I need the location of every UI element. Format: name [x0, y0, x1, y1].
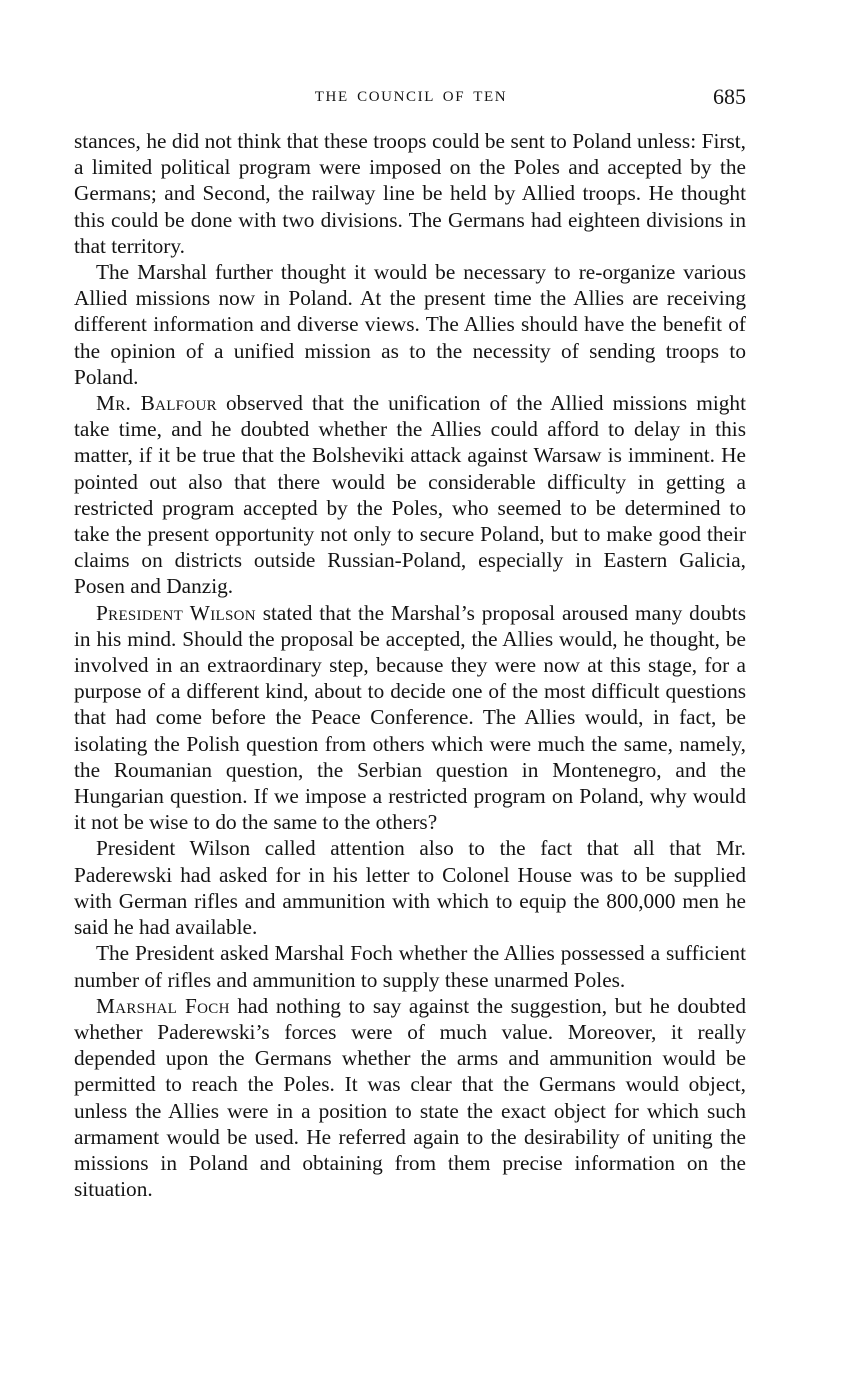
paragraph-text: The President asked Marshal Foch whether the Allies possessed a sufficient number of rifles and ammunition to supply these unarmed Poles.	[74, 941, 746, 992]
paragraph-wilson-paderewski	[74, 835, 746, 940]
running-title: THE COUNCIL OF TEN	[314, 89, 508, 105]
paragraph-text: had nothing to say against the suggestion, but he doubted whether Paderewski’s forces were of much value. Moreover, it really depended upon the Germans whether the arms and ammunition would be permitted to reach the Poles. It was clear that the Germans would object, unless the Allies were in a position to state the exact object for which such armament would be used. He referred again to the desirability of uniting the missions in Poland and obtaining from them precise information on the situation.	[74, 993, 746, 1202]
paragraph-foch-reply	[74, 993, 746, 1203]
paragraph-president-question	[74, 940, 746, 992]
paragraph-wilson-statement	[74, 600, 746, 836]
paragraph-marshal-reorganize	[74, 259, 746, 390]
running-header	[76, 84, 746, 114]
paragraph-text: observed that the unification of the Allied missions might take time, and he doubted whether the Allies could afford to delay in this matter, if it be true that the Bolsheviki attack against Warsaw is imminent. He pointed out also that there would be considerable difficulty in getting a restricted program accepted by the Poles, who seemed to be determined to take the present opportunity not only to secure Poland, but to make good their claims on districts outside Russian-Poland, especially in Eastern Galicia, Posen and Danzig.	[74, 391, 746, 599]
speaker-name: President Wilson	[96, 600, 256, 625]
paragraph-balfour	[74, 390, 746, 600]
paragraph-text: President Wilson called attention also to the fact that all that Mr. Paderewski had asked for in his letter to Colonel House was to be supplied with German rifles and ammunition with which to equip the 800,000 men he said he had available.	[74, 836, 746, 940]
paragraph-text: stated that the Marshal’s proposal aroused many doubts in his mind. Should the proposal be accepted, the Allies would, he thought, be involved in an extraordinary step, because they were now at this stage, for a purpose of a different kind, about to decide one of the most difficult questions that had come before the Peace Conference. The Allies would, in fact, be isolating the Polish question from others which were much the same, namely, the Roumanian question, the Serbian question in Montenegro, and the Hungarian question. If we impose a restricted program on Poland, why would it not be wise to do the same to the others?	[74, 600, 746, 835]
speaker-name: Mr. Balfour	[96, 391, 217, 416]
page-number: 685	[713, 84, 746, 109]
paragraph-text: The Marshal further thought it would be necessary to re-organize various Allied missions now in Poland. At the present time the Allies are receiving different information and diverse views. The Allies should have the benefit of the opinion of a unified mission as to the necessity of sending troops to Poland.	[74, 260, 746, 389]
paragraph-text: stances, he did not think that these troops could be sent to Poland unless: First, a limited political program were imposed on the Poles and accepted by the Germans; and Second, the railway line be held by Allied troops. He thought this could be done with two divisions. The Germans had eighteen divisions in that territory.	[74, 129, 746, 258]
speaker-name: Marshal Foch	[96, 993, 230, 1018]
paragraph-continued	[74, 128, 746, 259]
body-text	[74, 128, 746, 1202]
